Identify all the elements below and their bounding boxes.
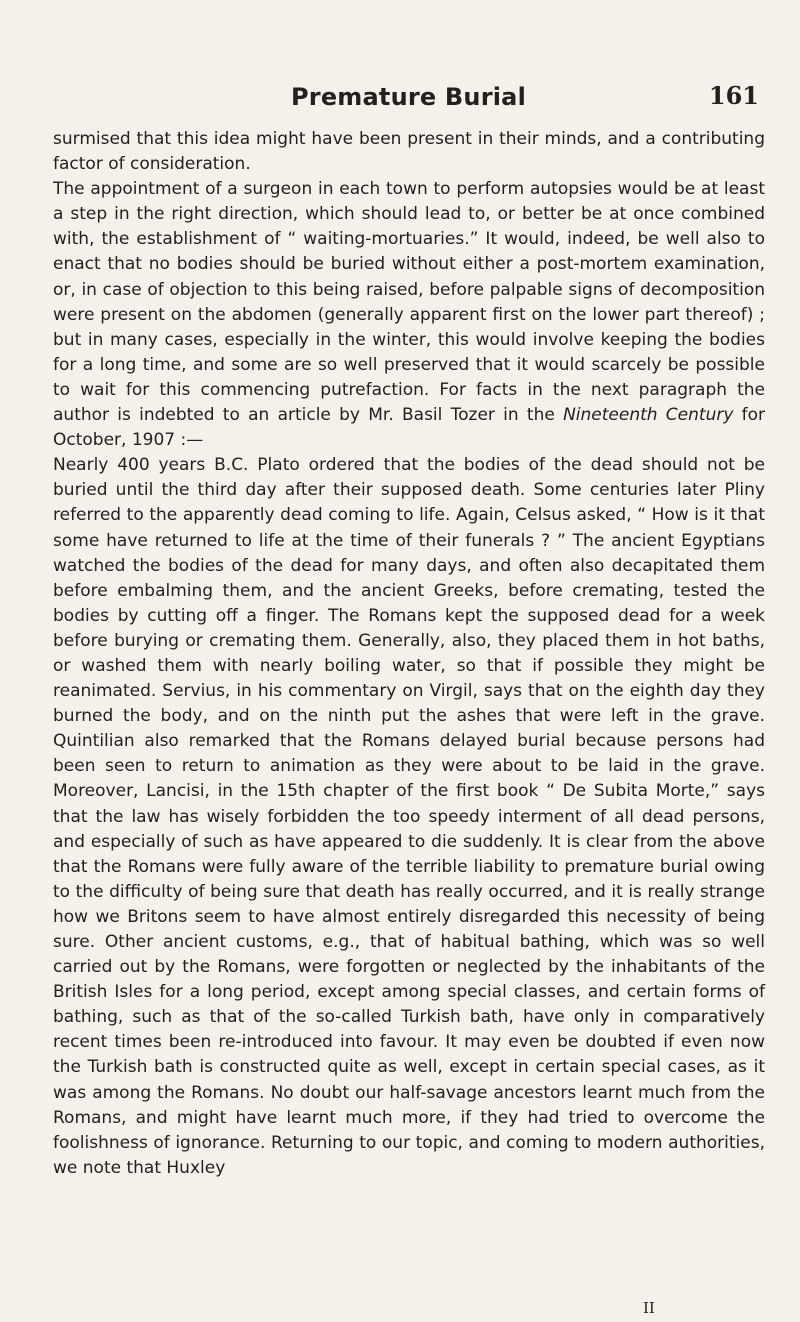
journal-title: Nineteenth Century <box>563 405 734 426</box>
paragraph-mortuaries <box>53 177 765 453</box>
printer-signature: II <box>643 1299 655 1317</box>
body-text <box>53 127 765 1181</box>
running-title: Premature Burial <box>291 83 526 111</box>
paragraph-continued: surmised that this idea might have been present in their minds, and a contributing factor of consideration. <box>53 129 765 175</box>
book-page <box>53 0 766 1317</box>
running-header <box>53 0 765 120</box>
paragraph-ancient-customs: Nearly 400 years B.C. Plato ordered that the bodies of the dead should not be buried until the third day after their supposed death. Some centuries later Pliny referred to the apparently dead coming to life. Again, Celsus asked, “ How is it that some have returned to life at the time of their funerals ? ” The ancient Egyptians watched the bodies of the dead for many days, and often also decapitated them before embalming them, and the ancient Greeks, before cremating, tested the bodies by cutting off a finger. The Romans kept the supposed dead for a week before burying or cremating them. Generally, also, they placed them in hot baths, or washed them with nearly boiling water, so that if possible they might be reanimated. Servius, in his commentary on Virgil, says that on the eighth day they burned the body, and on the ninth put the ashes that were left in the grave. Quintilian also remarked that the Romans delayed burial because persons had been seen to return to animation as they were about to be laid in the grave. Moreover, Lancisi, in the 15th chapter of the first book “ De Subita Morte,” says that the law has wisely forbidden the too speedy interment of all dead persons, and especially of such as have appeared to die suddenly. It is clear from the above that the Romans were fully aware of the terrible liability to premature burial owing to the difficulty of being sure that death has really occurred, and it is really strange how we Britons seem to have almost entirely disregarded this necessity of being sure. Other ancient customs, e.g., that of habitual bathing, which was so well carried out by the Romans, were forgotten or neglected by the inhabitants of the British Isles for a long period, except among special classes, and certain forms of bathing, such as that of the so-called Turkish bath, have only in comparatively recent times been re-introduced into favour. It may even be doubted if even now the Turkish bath is constructed quite as well, except in certain special cases, as it was among the Romans. No doubt our half-savage ancestors learnt much from the Romans, and might have learnt much more, if they had tried to overcome the foolishness of ignorance. Returning to our topic, and coming to modern authorities, we note that Huxley <box>53 455 765 1178</box>
paragraph-mortuaries-text: The appointment of a surgeon in each town to perform autopsies would be at least a step in the right direction, which should lead to, or better be at once combined with, the establishment of “ waiting-mortuaries.” It would, indeed, be well also to enact that no bodies should be buried without either a post-mortem examination, or, in case of objection to this being raised, before palpable signs of decomposition were present on the abdomen (generally apparent first on the lower part thereof) ; but in many cases, especially in the winter, this would involve keeping the bodies for a long time, and some are so well preserved that it would scarcely be possible to wait for this commencing putrefaction. For facts in the next paragraph the author is indebted to an article by Mr. Basil Tozer in the <box>53 179 765 426</box>
page-number: 161 <box>708 81 759 110</box>
paragraph-mortuaries-tail: for October, 1907 :— <box>53 405 766 451</box>
